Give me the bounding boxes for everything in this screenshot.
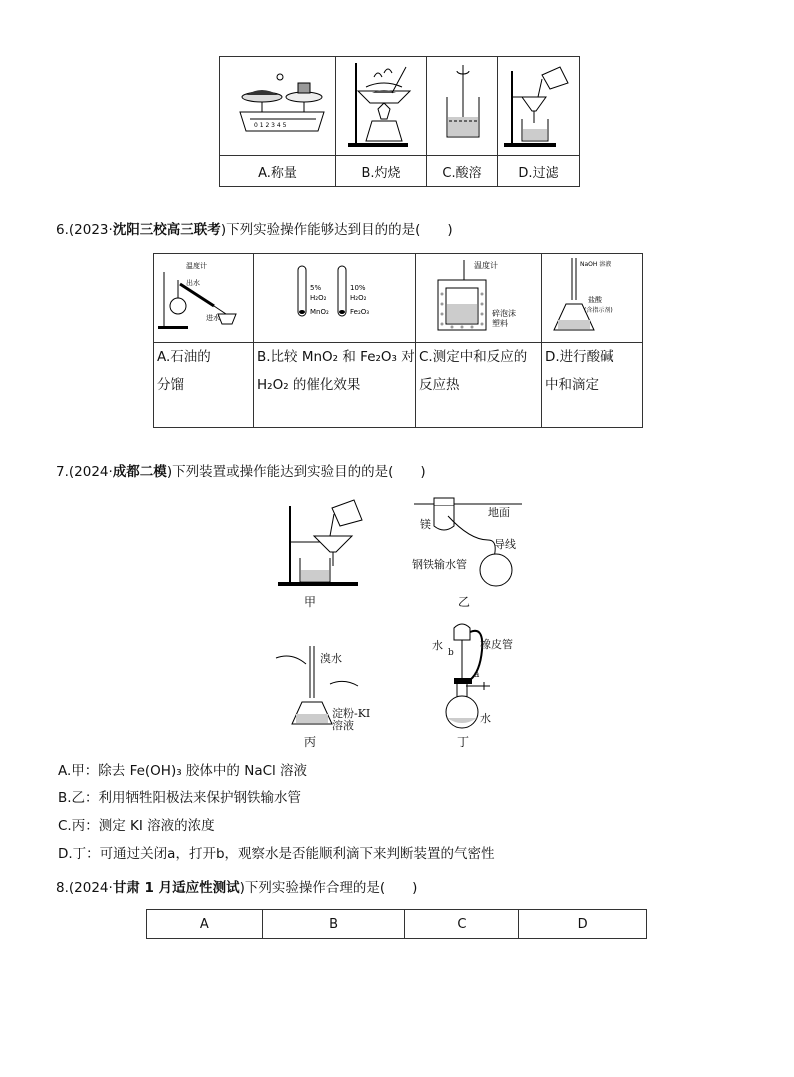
label-rubber-tube: 橡皮管 [480, 638, 513, 651]
q6c-label-plastic: 塑料 [492, 319, 508, 328]
label-water-top: 水 [432, 639, 443, 652]
label-ding: 丁 [457, 735, 470, 749]
q6b-label-6: Fe₂O₃ [350, 308, 370, 316]
question-7-stem: 7.(2024·成都二模)下列装置或操作能达到实验目的的是( ) [56, 464, 426, 480]
q8-header-d: D [519, 910, 647, 939]
fig-weighing [220, 57, 336, 156]
label-mg: 镁 [420, 518, 431, 531]
svg-text:0 1 2 3 4 5: 0 1 2 3 4 5 [254, 122, 287, 129]
q6a-label-in: 进水 [206, 314, 220, 322]
q6d-label-naoh: NaOH 溶液 [580, 261, 612, 268]
q6-option-a: A.石油的 分馏 [154, 343, 254, 428]
label-yi: 乙 [458, 595, 471, 609]
q7-option-d: D.丁：可通过关闭a，打开b，观察水是否能顺利滴下来判断装置的气密性 [58, 846, 495, 862]
q6-fig-a [154, 254, 254, 343]
label-solution: 溶液 [332, 719, 354, 732]
caption-a: A.称量 [220, 156, 336, 187]
q6c-label-foam: 碎泡沫 [492, 309, 516, 318]
q6b-label-4: 10% [350, 284, 366, 292]
distillation-icon [154, 254, 253, 342]
q6-option-b: B.比较 MnO₂ 和 Fe₂O₃ 对 H₂O₂ 的催化效果 [254, 343, 416, 428]
label-pipe: 钢铁输水管 [412, 558, 467, 571]
q6b-label-2: H₂O₂ [310, 294, 327, 302]
balance-icon [220, 57, 335, 155]
q6-fig-d [542, 254, 643, 343]
q6-option-d: D.进行酸碱 中和滴定 [542, 343, 643, 428]
q5-figure-table [219, 56, 580, 187]
q7-option-c: C.丙：测定 KI 溶液的浓度 [58, 818, 215, 834]
q6b-label-3: MnO₂ [310, 308, 329, 316]
question-6-source: 沈阳三校高三联考 [112, 222, 221, 238]
fig-acid-dissolve [427, 57, 498, 156]
label-wire: 导线 [494, 538, 516, 551]
titration-icon [542, 254, 642, 342]
q6d-label-hcl: 盐酸 [588, 296, 602, 304]
label-starch-ki: 淀粉-KI [332, 707, 371, 720]
calorimeter-icon [416, 254, 541, 342]
q6-options-table [153, 253, 643, 428]
q6a-label-out: 出水 [186, 279, 200, 287]
q6b-label-5: H₂O₂ [350, 294, 367, 302]
fig-burning [336, 57, 427, 156]
q6-fig-c [416, 254, 542, 343]
beaker-stir-icon [427, 57, 497, 155]
q6-option-c: C.测定中和反应的 反应热 [416, 343, 542, 428]
caption-d: D.过滤 [498, 156, 580, 187]
crucible-burner-icon [336, 57, 426, 155]
q7-option-a: A.甲：除去 Fe(OH)₃ 胶体中的 NaCl 溶液 [58, 763, 308, 779]
fig-filter [498, 57, 580, 156]
label-bing: 丙 [304, 735, 317, 749]
q8-header-b: B [262, 910, 405, 939]
caption-b: B.灼烧 [336, 156, 427, 187]
question-6-stem: 6.(2023·沈阳三校高三联考)下列实验操作能够达到目的的是( ) [56, 222, 453, 238]
label-water-bottom: 水 [480, 712, 491, 725]
question-8-stem: 8.(2024·甘肃 1 月适应性测试)下列实验操作合理的是( ) [56, 880, 418, 896]
q6c-label-thermometer: 温度计 [474, 261, 498, 270]
q6-fig-b [254, 254, 416, 343]
q8-header-table [146, 909, 647, 939]
q8-header-a: A [147, 910, 263, 939]
label-ground: 地面 [488, 506, 510, 519]
q7-option-b: B.乙：利用牺牲阳极法来保护钢铁输水管 [58, 790, 302, 806]
label-b: b [448, 648, 454, 658]
filter-funnel-icon [498, 57, 579, 155]
q6a-label-thermometer: 温度计 [186, 262, 207, 270]
test-tubes-icon [254, 254, 415, 342]
question-7-source: 成都二模 [112, 464, 167, 480]
q8-header-c: C [405, 910, 519, 939]
question-8-source: 甘肃 1 月适应性测试 [112, 880, 240, 896]
label-bromine: 溴水 [320, 652, 342, 665]
q6b-label-1: 5% [310, 284, 322, 292]
label-jia: 甲 [304, 595, 317, 609]
q6d-label-indicator: (含指示剂) [584, 307, 613, 314]
caption-c: C.酸溶 [427, 156, 498, 187]
fig-jia-filtration [270, 496, 370, 590]
label-a: a [474, 670, 480, 680]
